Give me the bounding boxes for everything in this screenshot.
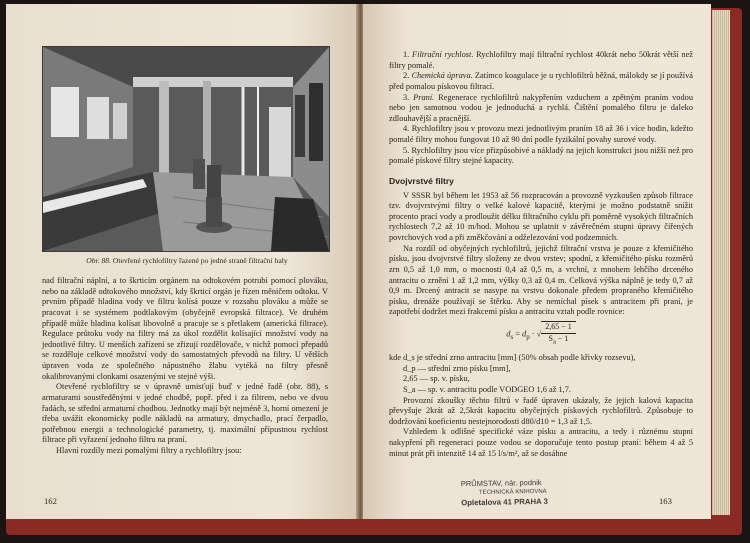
page-stack-edge (712, 10, 730, 515)
left-page (6, 4, 358, 519)
figure-caption-text: Otevřené rychlofiltry řazené po jedné straně filtrační haly (112, 256, 288, 265)
definition: 2,65 — sp. v. písku, (403, 374, 470, 384)
definition: kde d_s je střední zrno antracitu [mm] (50% obsah podle křivky rozsevu), (389, 353, 636, 362)
list-item: 4. Rychlofiltry jsou v provozu mezi jednotlivým praním 18 až 36 i více hodin, kdežto pomalé filtry mohou fungovat 10 až 90 dní podle fyzikální povahy surové vody. (389, 124, 693, 144)
paragraph: Vzhledem k odlišné specifické váze písku a antracitu, a tedy i různému stupni nakypření při regeneraci pouze vodou se doporučuje tento postup praní: během 4 až 5 minut prát při intenzitě 14 až 15 l/s/m², až se dosáhne (389, 427, 693, 458)
stamp-line: TECHNICKÁ KNIHOVNA (478, 488, 547, 496)
paragraph: nad filtrační náplní, a to škrticím orgánem na odtokovém potrubí pomocí plováku, nebo na základě odtokového množství, kdy škrticí orgán je řízen měničem odtoku. V prvním případě hladina vody ve filtru kolísá pouze v rozsahu plováku a může se pracovat i se systémem podtlakovým (obyčejně evropská filtrace). Ve druhém případě může hladina kolísat libovolně a pracuje se s přetlakem (americká filtrace). Regulace průtoku vody na filtry má za úkol rozdělit kolísající množství vody na jednotlivé filtry. U menších zařízení se zřizují rozdělovače, v nichž pomocí přepadů se rozděluje celkové množství vody do samostatných převodů na filtry. U větších úpraven voda ze společného nápustného žlabu vytéká na filtry přesně okalibrovanými clonkami osazenými ve stejné výši. (42, 276, 328, 381)
right-page (363, 4, 711, 519)
right-body-text (389, 50, 693, 459)
list-item: 5. Rychlofiltry jsou více přizpůsobivé a nákladý na jejich konstrukci jsou nižší než pro pomalé pískové filtry stejné kapacity. (389, 145, 693, 166)
paragraph: Na rozdíl od obyčejných rychlofiltrů, jejichž filtrační vrstva je pouze z křemičitého písku, jsou dvojvrstvé filtry složeny ze dvou vrstev; spodní, z křemičitého písku rozměrů zrn 0,5 až 1,0 mm, o mocnosti 0,4 až 0,5 m, a vrchní, z mnohem lehčího drceného antracitu o zrnění 1 až 1,2 mm, výšky 0,3 až 0,4 m. Celková výška náplně je tedy 0,7 až 0,9 m. Drcený antracit se nasype na vrstvu dokonale předem propraného křemičitého písku, drenáže používají se štěrku. Aby se nemíchal písek s antracitem při praní, je zapotřebí dodržet mezi frakcemi písku a antracitu vztah podle rovnice: (389, 243, 693, 317)
definition: S_a — sp. v. antracitu podle VODGEO 1,6 až 1,7. (403, 384, 572, 394)
paragraph: V SSSR byl během let 1953 až 56 rozpracován a provozně vyzkoušen způsob filtrace tzv. dvojvrstvými filtry o velké kalové kapacitě, kterými je možno podstatně snížit procento prací vody a prodloužit délku filtračního cyklu při poměrně vysokých filtračních rychlostech 7,2 až 10 m/hod. Mohou se uplatnit v závěrečném stupni úpravy čiřených povrchových vod a při změkčování a odželezování vod podzemních. (389, 190, 693, 242)
filtration-hall-illustration (43, 47, 329, 251)
stamp-line: PRŮMSTAV, nár. podnik (460, 477, 542, 489)
definition: d_p — střední zrno písku [mm], (403, 363, 511, 373)
stamp-line: Opletalova 41 PRAHA 3 (461, 496, 549, 508)
figure-caption (46, 256, 328, 265)
paragraph: Provozní zkoušky těchto filtrů v řadě úpraven ukázaly, že jejich kalová kapacita převyšuje 2krát až 2,5krát kapacitu obyčejných pískových rychlofiltrů. Způsobuje to dodržování koeficientu nestejnorodosti d80/d10 = 1,3 až 1,5. (389, 395, 693, 426)
figure-caption-label: Obr. 88. (86, 256, 111, 265)
list-item: 1. Filtrační rychlost. Rychlofiltry mají filtrační rychlost 40krát nebo 50krát větší než filtry pomalé. (389, 50, 693, 70)
section-heading: Dvojvrstvé filtry (389, 175, 454, 186)
paragraph: Otevřené rychlofiltry se v úpravně umisťují buď v jedné řadě (obr. 88), s armaturami soustředěnými v jedné chodbě, popř. před i za filtrem, nebo ve dvou řadách, se střední armaturní chodbou. Jednotky mají být nejméně 3, horní omezení je třeba uvážit ekonomicky podle nákladů na armatury, dmychadlo, prací čerpadlo, potřebnou energii a technologické parametry, tj. maximální přípustnou rychlost filtrace při vyřazení jednoho filtru na praní. (42, 382, 328, 445)
paragraph: Hlavní rozdíly mezi pomalými filtry a rychlofiltry jsou: (56, 446, 242, 455)
left-body-text (42, 276, 328, 457)
page-number: 163 (659, 496, 672, 506)
list-item: 2. Chemická úprava. Zatímco koagulace je u rychlofiltrů běžná, málokdy se jí používá před pomalou pískovou filtrací. (389, 71, 693, 91)
page-number: 162 (44, 496, 57, 506)
library-stamp (461, 477, 611, 508)
formula: $d_s = d_p$ · √ $\frac{2,65 - 1}{S_a - 1}$ (389, 318, 693, 353)
filtration-hall-photo (42, 46, 330, 252)
list-item: 3. Praní. Regenerace rychlofiltrů nakypřením vzduchem a zpětným praním vodou nebo jen samotnou vodou je jednoduchá a rychlá. Čištění pomalého filtru je daleko zdlouhavější a pracnější. (389, 92, 693, 123)
